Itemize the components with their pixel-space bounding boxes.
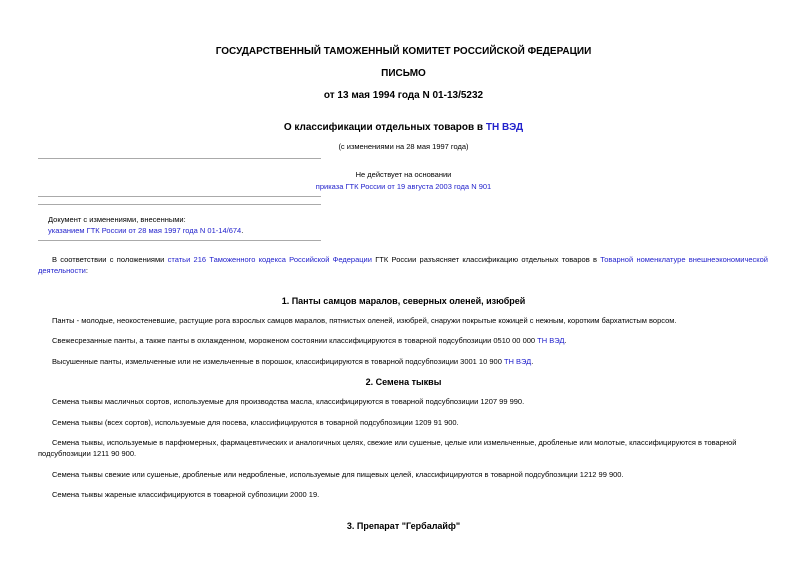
status-order-link[interactable]: приказа ГТК России от 19 августа 2003 года N 901 bbox=[315, 182, 492, 191]
section-heading: 1. Панты самцов маралов, северных оленей, изюбрей bbox=[281, 296, 526, 306]
amendment-note: (с изменениями на 28 мая 1997 года) bbox=[338, 142, 469, 151]
paragraph-text: Высушенные панты, измельченные или не измельченные в порошок, классифицируются в товарной подсубпозиции 3001 10 900 bbox=[52, 357, 504, 366]
section-heading: 3. Препарат "Гербалайф" bbox=[346, 521, 461, 531]
nomenclature-link[interactable]: Товарной номенклатуре внешнеэкономической деятельности bbox=[38, 255, 769, 275]
paragraph-suffix: . bbox=[564, 336, 567, 345]
divider bbox=[38, 240, 321, 241]
divider bbox=[38, 204, 321, 205]
intro-middle: ГТК России разъясняет классификацию отдельных товаров в bbox=[371, 255, 601, 264]
document-title bbox=[0, 122, 807, 133]
section-paragraph: Семена тыквы свежие или сушеные, дробленые или недробленые, используемые для пищевых целей, классифицируются в товарной подсубпозиции 1212 99 900. bbox=[52, 470, 624, 479]
changes-link[interactable]: указанием ГТК России от 28 мая 1997 года N 01-14/674 bbox=[48, 226, 242, 235]
divider bbox=[38, 196, 321, 197]
section-paragraph: Семена тыквы жареные классифицируются в товарной субпозиции 2000 19. bbox=[52, 490, 320, 499]
paragraph-text: Свежесрезанные панты, а также панты в охлажденном, мороженом состоянии классифицируются в товарной подсубпозиции 0510 00 000 bbox=[52, 336, 538, 345]
authority-title: ГОСУДАРСТВЕННЫЙ ТАМОЖЕННЫЙ КОМИТЕТ РОССИЙСКОЙ ФЕДЕРАЦИИ bbox=[215, 46, 592, 57]
section-paragraph bbox=[38, 335, 768, 346]
section-paragraph: Семена тыквы, используемые в парфюмерных, фармацевтических и аналогичных целях, свежие или сушеные, целые или измельченные, дробленые или молотые, классифицируются в товарной подсубпозиции 1211 90 900. bbox=[38, 438, 737, 458]
document-type: ПИСЬМО bbox=[381, 68, 426, 79]
section-paragraph bbox=[38, 356, 768, 367]
tn-ved-link[interactable]: ТН ВЭД bbox=[485, 122, 524, 133]
section-paragraph: Семена тыквы масличных сортов, используемые для производства масла, классифицируются в товарной подсубпозиции 1207 99 990. bbox=[52, 397, 525, 406]
changes-label: Документ с изменениями, внесенными: bbox=[48, 215, 186, 224]
tn-ved-link[interactable]: ТН ВЭД bbox=[503, 357, 532, 366]
tn-ved-link[interactable]: ТН ВЭД bbox=[537, 336, 565, 345]
document-title-text: О классификации отдельных товаров в bbox=[283, 122, 486, 133]
changes-suffix: . bbox=[241, 226, 244, 235]
intro-paragraph bbox=[38, 254, 768, 276]
customs-code-link[interactable]: статьи 216 Таможенного кодекса Российской Федерации bbox=[167, 255, 372, 264]
document-date-number: от 13 мая 1994 года N 01-13/5232 bbox=[323, 90, 484, 101]
section-heading: 2. Семена тыквы bbox=[365, 377, 442, 387]
intro-prefix: В соответствии с положениями bbox=[52, 255, 168, 264]
intro-suffix: : bbox=[85, 266, 88, 275]
divider bbox=[38, 158, 321, 159]
section-paragraph: Семена тыквы (всех сортов), используемые для посева, классифицируются в товарной подсубпозиции 1209 91 900. bbox=[52, 418, 459, 427]
changes-line bbox=[48, 225, 243, 236]
section-paragraph: Панты - молодые, неокостеневшие, растущие рога взрослых самцов маралов, пятнистых оленей, изюбрей, снаружи покрытые кожицей с нежным, коротким бархатистым ворсом. bbox=[52, 316, 677, 325]
status-text: Не действует на основании bbox=[355, 170, 452, 179]
paragraph-suffix: . bbox=[531, 357, 534, 366]
